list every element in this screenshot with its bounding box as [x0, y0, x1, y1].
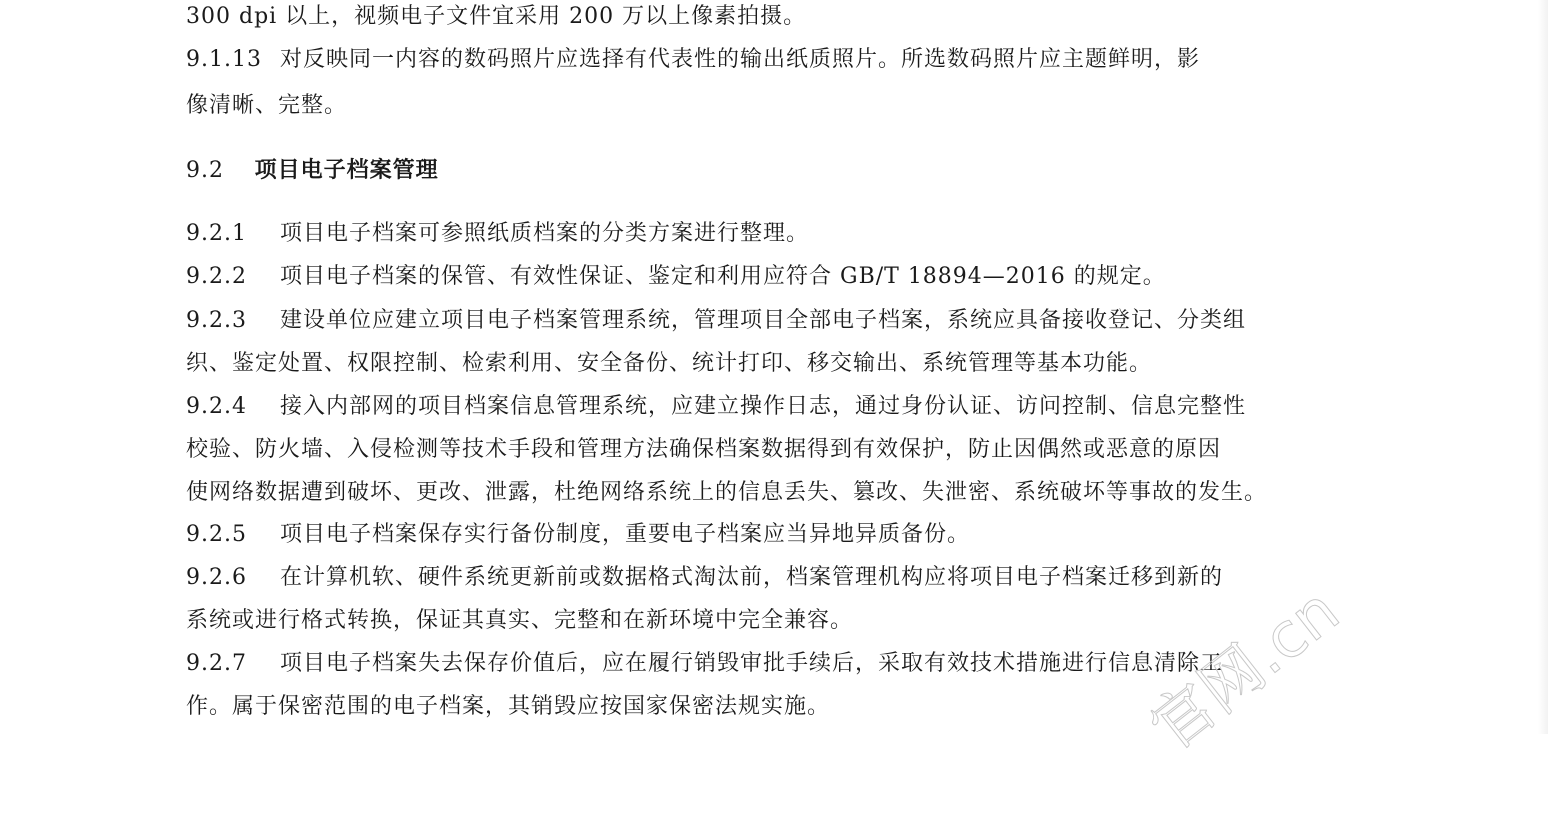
clause-number: 9.1.13	[186, 47, 262, 72]
paragraph-line	[186, 349, 1152, 379]
clause-text: 建设单位应建立项目电子档案管理系统，管理项目全部电子档案，系统应具备接收登记、分类组	[280, 308, 1247, 333]
section-title: 项目电子档案管理	[254, 157, 439, 183]
line-text: 校验、防火墙、入侵检测等技术手段和管理方法确保档案数据得到有效保护，防止因偶然或恶意的原因	[186, 437, 1222, 462]
clause-number: 9.2.2	[186, 264, 247, 289]
paragraph-line	[186, 478, 1267, 508]
clause-9-2-7	[186, 649, 1223, 679]
clause-9-2-6	[186, 563, 1223, 593]
clause-text: 项目电子档案失去保存价值后，应在履行销毁审批手续后，采取有效技术措施进行信息清除工	[280, 651, 1224, 676]
clause-number: 9.2.1	[186, 221, 247, 246]
clause-number: 9.2.4	[186, 394, 247, 419]
page-edge-shadow	[1538, 0, 1548, 734]
clause-text: 项目电子档案的保管、有效性保证、鉴定和利用应符合 GB/T 18894—2016 的规定。	[280, 264, 1166, 289]
clause-text: 在计算机软、硬件系统更新前或数据格式淘汰前，档案管理机构应将项目电子档案迁移到新的	[280, 565, 1224, 590]
paragraph-line	[186, 435, 1221, 465]
line-text: 像清晰、完整。	[186, 93, 348, 118]
clause-text: 对反映同一内容的数码照片应选择有代表性的输出纸质照片。所选数码照片应主题鲜明，影	[280, 47, 1201, 72]
clause-9-2-3	[186, 306, 1246, 336]
clause-9-2-5	[186, 520, 970, 550]
clause-number: 9.2.6	[186, 565, 247, 590]
paragraph-line	[186, 2, 806, 32]
clause-text: 接入内部网的项目档案信息管理系统，应建立操作日志，通过身份认证、访问控制、信息完整性	[280, 394, 1247, 419]
clause-9-1-13	[186, 45, 1200, 75]
line-text: 300 dpi 以上，视频电子文件宜采用 200 万以上像素拍摄。	[186, 4, 807, 29]
paragraph-line	[186, 606, 853, 636]
section-number: 9.2	[186, 158, 224, 183]
clause-number: 9.2.3	[186, 308, 247, 333]
line-text: 系统或进行格式转换，保证其真实、完整和在新环境中完全兼容。	[186, 608, 854, 633]
section-heading	[186, 155, 439, 186]
clause-9-2-2	[186, 262, 1166, 292]
clause-9-2-4	[186, 392, 1246, 422]
clause-text: 项目电子档案保存实行备份制度，重要电子档案应当异地异质备份。	[280, 522, 971, 547]
line-text: 使网络数据遭到破坏、更改、泄露，杜绝网络系统上的信息丢失、篡改、失泄密、系统破坏等事故的发生。	[186, 480, 1268, 505]
clause-number: 9.2.7	[186, 651, 247, 676]
clause-number: 9.2.5	[186, 522, 247, 547]
paragraph-line	[186, 692, 830, 722]
line-text: 作。属于保密范围的电子档案，其销毁应按国家保密法规实施。	[186, 694, 831, 719]
clause-text: 项目电子档案可参照纸质档案的分类方案进行整理。	[280, 221, 810, 246]
clause-9-2-1	[186, 219, 809, 249]
line-text: 织、鉴定处置、权限控制、检索利用、安全备份、统计打印、移交输出、系统管理等基本功能。	[186, 351, 1153, 376]
paragraph-line	[186, 91, 347, 121]
watermark-text: 官网.cn	[1136, 573, 1353, 765]
